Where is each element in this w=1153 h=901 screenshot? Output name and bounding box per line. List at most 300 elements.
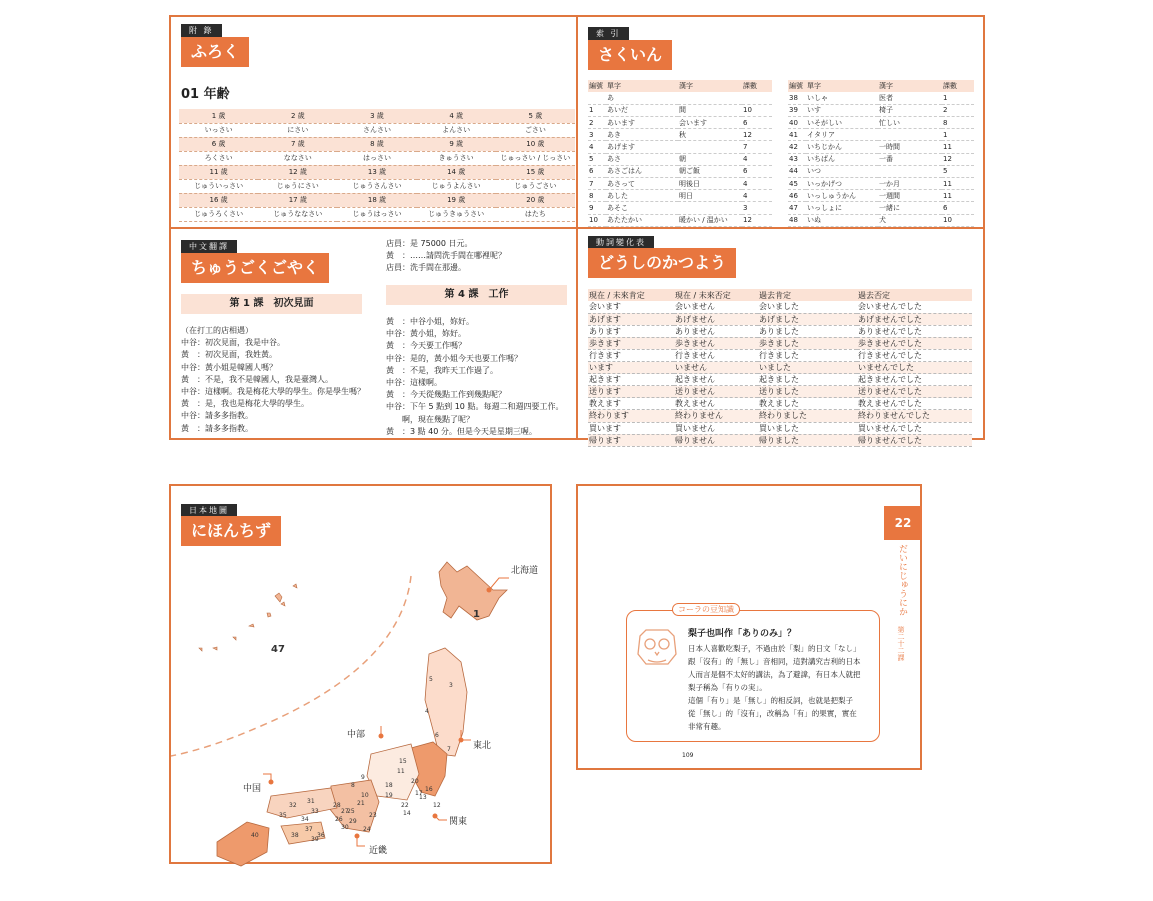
trivia-paragraph-2 [688, 694, 857, 733]
footer-page-number: 109 [682, 752, 694, 759]
index-cell: 7 [742, 141, 772, 153]
prefecture-number: 22 [401, 802, 409, 809]
verb-cell: 買いません [674, 422, 758, 434]
index-cell: あ [606, 92, 678, 104]
dialogue-line: 中谷：請多多指教。 [181, 411, 253, 421]
verb-row [588, 434, 972, 446]
map-title: にほんちず [181, 516, 281, 546]
map-tag: 日本地圖 [181, 504, 237, 517]
age-cell: 2 歲 [258, 109, 337, 123]
index-cell: いつ [806, 165, 878, 177]
verb-cell: あげません [674, 313, 758, 325]
verb-cell: 教えません [674, 398, 758, 410]
age-reading-cell: じゅうにさい [258, 179, 337, 193]
paragraph-line: 梨子稱為「有りの実」。 [688, 683, 767, 692]
age-reading-cell: よんさい [417, 123, 496, 137]
paragraph-line: 這個「有り」是「無し」的相反詞，也就是把梨子 [688, 696, 853, 705]
verb-row [588, 362, 972, 374]
index-header-cell: 課數 [742, 80, 772, 92]
index-cell: 47 [788, 202, 806, 214]
index-cell: 6 [588, 165, 606, 177]
dialogue-line: 黃 ：不是，我不是韓國人，我是臺灣人。 [181, 374, 333, 384]
age-reading-cell: ろくさい [179, 151, 258, 165]
index-cell: あいます [606, 117, 678, 129]
prefecture-number: 19 [385, 792, 393, 799]
lesson4-dialogue [386, 316, 563, 438]
index-cell: 3 [588, 129, 606, 141]
dialogue-line: 黃 ：不是，我昨天工作過了。 [386, 365, 498, 375]
okinawa-islands [199, 584, 297, 651]
prefecture-number: 17 [415, 790, 423, 797]
index-cell: あげます [606, 141, 678, 153]
chuugoku-tag: 中文翻譯 [181, 240, 237, 253]
index-cell: 4 [588, 141, 606, 153]
index-row [588, 202, 772, 214]
index-cell: いっかげつ [806, 178, 878, 190]
index-cell: 41 [788, 129, 806, 141]
index-cell: 1 [942, 129, 974, 141]
prefecture-number: 34 [301, 816, 309, 823]
index-cell: 40 [788, 117, 806, 129]
verb-cell: 帰りませんでした [857, 434, 972, 446]
verb-row [588, 313, 972, 325]
prefecture-number: 26 [335, 816, 343, 823]
verb-cell: あげました [758, 313, 857, 325]
verb-table [588, 289, 972, 447]
prefecture-number: 11 [397, 768, 405, 775]
index-header-row [588, 80, 772, 92]
age-cell: 10 歲 [496, 137, 575, 151]
index-cell: 12 [742, 129, 772, 141]
index-cell: イタリア [806, 129, 878, 141]
verb-cell: 歩きました [758, 337, 857, 349]
age-reading-row [179, 179, 575, 193]
index-row [588, 92, 772, 104]
index-cell: 3 [742, 202, 772, 214]
prefecture-number: 10 [361, 792, 369, 799]
age-header-row [179, 193, 575, 207]
age-reading-cell: にさい [258, 123, 337, 137]
dialogue-line: 中谷：下午 5 點到 10 點。每週二和週四要工作。 [386, 402, 564, 412]
index-cell: 明日 [678, 190, 742, 202]
verb-cell: 終わりました [758, 410, 857, 422]
index-cell: あした [606, 190, 678, 202]
verb-row [588, 422, 972, 434]
age-reading-cell: じゅうごさい [496, 179, 575, 193]
index-cell: 45 [788, 178, 806, 190]
doushi-title: どうしのかつよう [588, 248, 736, 278]
age-reading-row [179, 151, 575, 165]
index-cell: 11 [942, 141, 974, 153]
age-reading-cell: じゅっさい / じっさい [496, 151, 575, 165]
lesson4-intro [386, 238, 506, 275]
paragraph-line: 人而言是個不太好的講法，為了避諱，有日本人就把 [688, 670, 861, 679]
prefecture-number: 38 [291, 832, 299, 839]
index-row [788, 202, 974, 214]
verb-cell: ありませんでした [857, 325, 972, 337]
page-number-badge: 22 [884, 506, 922, 540]
index-cell [588, 92, 606, 104]
age-reading-cell: じゅうはっさい [337, 207, 416, 221]
index-cell: 9 [588, 202, 606, 214]
verb-cell: 買います [588, 422, 674, 434]
age-reading-cell: はっさい [337, 151, 416, 165]
index-cell: 8 [588, 190, 606, 202]
age-cell: 6 歲 [179, 137, 258, 151]
prefecture-number: 13 [419, 794, 427, 801]
doushi-tag: 動詞變化表 [588, 236, 654, 249]
index-cell [678, 92, 742, 104]
verb-header-row [588, 289, 972, 301]
index-cell: 2 [942, 104, 974, 116]
verb-row [588, 349, 972, 361]
dialogue-line: 中谷：是的，黃小姐今天也要工作嗎？ [386, 353, 522, 363]
index-cell: 42 [788, 141, 806, 153]
index-cell: 10 [942, 214, 974, 226]
index-cell: あそこ [606, 202, 678, 214]
side-subtitle: 第二十二課 [897, 626, 905, 661]
index-cell: 7 [588, 178, 606, 190]
map-panel [169, 484, 552, 864]
index-cell: 38 [788, 92, 806, 104]
prefecture-number: 36 [317, 832, 325, 839]
age-reading-cell: ごさい [496, 123, 575, 137]
verb-cell: 歩きません [674, 337, 758, 349]
verb-row [588, 398, 972, 410]
age-cell: 18 歲 [337, 193, 416, 207]
index-cell: 朝 [678, 153, 742, 165]
verb-cell: 会いません [674, 301, 758, 313]
age-reading-cell: じゅうよんさい [417, 179, 496, 193]
dialogue-line: 中谷：黃小姐，妳好。 [386, 329, 466, 339]
prefecture-number: 4 [425, 708, 429, 715]
index-cell: 12 [742, 214, 772, 226]
index-header-cell: 編號 [588, 80, 606, 92]
age-cell: 16 歲 [179, 193, 258, 207]
age-reading-row [179, 123, 575, 137]
verb-cell: 歩きます [588, 337, 674, 349]
index-cell: 忙しい [878, 117, 942, 129]
prefecture-number: 16 [425, 786, 433, 793]
dialogue-line: 店員：是 75000 日元。 [386, 239, 473, 248]
verb-cell: 教えます [588, 398, 674, 410]
verb-cell: 帰りました [758, 434, 857, 446]
age-cell: 11 歲 [179, 165, 258, 179]
prefecture-number: 27 [341, 808, 349, 815]
index-header-cell: 單字 [606, 80, 678, 92]
index-cell: 一番 [878, 153, 942, 165]
prefecture-number: 18 [385, 782, 393, 789]
column-panel [576, 484, 922, 770]
lesson1-heading: 第 1 課 初次見面 [181, 294, 362, 314]
verb-cell: あります [588, 325, 674, 337]
verb-cell: 教えませんでした [857, 398, 972, 410]
verb-cell: あげませんでした [857, 313, 972, 325]
age-cell: 5 歲 [496, 109, 575, 123]
index-row [788, 141, 974, 153]
index-cell [878, 129, 942, 141]
paragraph-line: 日本人喜歡吃梨子，不過由於「梨」的日文「なし」 [688, 644, 861, 653]
age-reading-cell: じゅうさんさい [337, 179, 416, 193]
age-header-row [179, 109, 575, 123]
prefecture-number: 40 [251, 832, 259, 839]
index-row [788, 129, 974, 141]
age-reading-cell: じゅうななさい [258, 207, 337, 221]
region-label-kanto: 関東 [449, 817, 468, 827]
prefecture-number: 8 [351, 782, 355, 789]
age-reading-cell: じゅういっさい [179, 179, 258, 193]
index-cell: いっしゅうかん [806, 190, 878, 202]
verb-cell: いません [674, 362, 758, 374]
index-row [788, 92, 974, 104]
index-cell: 39 [788, 104, 806, 116]
prefecture-number: 30 [341, 824, 349, 831]
japan-map [171, 486, 554, 866]
prefecture-number: 25 [347, 808, 355, 815]
index-header-cell: 編號 [788, 80, 806, 92]
age-reading-cell: ななさい [258, 151, 337, 165]
verb-cell: 終わりません [674, 410, 758, 422]
index-cell: いす [806, 104, 878, 116]
verb-cell: 終わりませんでした [857, 410, 972, 422]
verb-cell: 会いませんでした [857, 301, 972, 313]
index-cell: 44 [788, 165, 806, 177]
prefecture-number: 39 [311, 836, 319, 843]
age-section-title: 01 年齢 [181, 87, 230, 102]
verb-header-cell: 現在 / 未來否定 [674, 289, 758, 301]
paragraph-line: 非常有趣。 [688, 722, 726, 731]
dialogue-line: 中谷：初次見面，我是中谷。 [181, 338, 285, 348]
index-cell: 48 [788, 214, 806, 226]
kyushu-shape [217, 822, 269, 866]
verb-cell: 買いました [758, 422, 857, 434]
prefecture-number: 47 [271, 644, 285, 655]
index-cell: あさって [606, 178, 678, 190]
prefecture-number: 3 [449, 682, 453, 689]
trivia-label: コーラの豆知識 [672, 603, 740, 616]
age-reading-cell: じゅうろくさい [179, 207, 258, 221]
index-cell: 一週間 [878, 190, 942, 202]
verb-row [588, 325, 972, 337]
verb-header-cell: 現在 / 未來肯定 [588, 289, 674, 301]
side-title: だいにじゅうにか [897, 544, 907, 616]
verb-cell: いました [758, 362, 857, 374]
index-cell: いそがしい [806, 117, 878, 129]
index-row [788, 190, 974, 202]
verb-cell: 送りませんでした [857, 386, 972, 398]
index-cell: 46 [788, 190, 806, 202]
index-cell: 43 [788, 153, 806, 165]
age-reading-cell: はたち [496, 207, 575, 221]
index-cell: 2 [588, 117, 606, 129]
verb-header-cell: 過去否定 [857, 289, 972, 301]
index-cell: 5 [942, 165, 974, 177]
verb-cell: 行きません [674, 349, 758, 361]
owl-icon [634, 626, 680, 670]
age-cell: 8 歲 [337, 137, 416, 151]
index-cell [678, 141, 742, 153]
index-cell: あたたかい [606, 214, 678, 226]
index-cell [678, 202, 742, 214]
index-cell: 椅子 [878, 104, 942, 116]
age-cell: 15 歲 [496, 165, 575, 179]
index-header-cell: 漢字 [878, 80, 942, 92]
age-cell: 12 歲 [258, 165, 337, 179]
verb-cell: 起きませんでした [857, 374, 972, 386]
prefecture-number: 29 [349, 818, 357, 825]
index-row [588, 104, 772, 116]
index-header-cell: 課數 [942, 80, 974, 92]
age-cell: 3 歲 [337, 109, 416, 123]
index-row [588, 165, 772, 177]
index-header-row [788, 80, 974, 92]
verb-cell: 起きました [758, 374, 857, 386]
index-cell: 秋 [678, 129, 742, 141]
age-cell: 14 歲 [417, 165, 496, 179]
verb-cell: 行きます [588, 349, 674, 361]
verb-cell: 行きませんでした [857, 349, 972, 361]
age-cell: 17 歲 [258, 193, 337, 207]
index-cell: 4 [742, 190, 772, 202]
index-row [788, 178, 974, 190]
index-cell: あき [606, 129, 678, 141]
dialogue-line: 黃 ：3 點 40 分。但是今天是星期三喔。 [386, 426, 537, 436]
index-header-cell: 漢字 [678, 80, 742, 92]
prefecture-number: 6 [435, 732, 439, 739]
index-table-left [588, 80, 772, 227]
index-cell: 10 [742, 104, 772, 116]
verb-cell: 買いませんでした [857, 422, 972, 434]
verb-row [588, 374, 972, 386]
chuugoku-title: ちゅうごくごやく [181, 253, 329, 283]
age-reading-cell: きゅうさい [417, 151, 496, 165]
verb-cell: ありません [674, 325, 758, 337]
index-table-right [788, 80, 974, 227]
dialogue-line: 中谷：黃小姐是韓國人嗎？ [181, 362, 277, 372]
furoku-title: ふろく [181, 37, 249, 67]
lesson4-heading: 第 4 課 工作 [386, 285, 567, 305]
sakuin-panel [576, 15, 985, 229]
dialogue-line: 中谷：這樣啊。我是梅花大學的學生。你是學生嗎？ [181, 387, 365, 397]
index-row [588, 141, 772, 153]
index-row [588, 117, 772, 129]
age-cell: 1 歲 [179, 109, 258, 123]
verb-cell: 帰りません [674, 434, 758, 446]
verb-row [588, 386, 972, 398]
dialogue-line: 黃 ：今天要工作嗎？ [386, 341, 466, 351]
index-row [588, 214, 772, 226]
chugoku-shape [267, 788, 337, 818]
index-cell [878, 165, 942, 177]
index-cell: 会います [678, 117, 742, 129]
verb-cell: 送りました [758, 386, 857, 398]
index-cell: あさ [606, 153, 678, 165]
dialogue-line: 黃 ：今天從幾點工作到幾點呢？ [386, 390, 506, 400]
age-header-row [179, 165, 575, 179]
age-cell: 4 歲 [417, 109, 496, 123]
prefecture-number: 32 [289, 802, 297, 809]
index-cell: 12 [942, 153, 974, 165]
index-cell: 暖かい / 温かい [678, 214, 742, 226]
age-header-row [179, 137, 575, 151]
prefecture-number: 23 [369, 812, 377, 819]
region-label-chubu: 中部 [347, 730, 366, 740]
index-row [788, 165, 974, 177]
dialogue-line: （在打工的店相遇） [181, 326, 253, 335]
verb-header-cell: 過去肯定 [758, 289, 857, 301]
verb-cell: 送りません [674, 386, 758, 398]
index-header-cell: 單字 [806, 80, 878, 92]
prefecture-number: 21 [357, 800, 365, 807]
paragraph-line: 從「無し」的「沒有」，改稱為「有」的果實，實在 [688, 709, 857, 718]
index-cell: 間 [678, 104, 742, 116]
verb-cell: 帰ります [588, 434, 674, 446]
prefecture-number: 31 [307, 798, 315, 805]
verb-cell: 起きます [588, 374, 674, 386]
age-reading-cell: いっさい [179, 123, 258, 137]
prefecture-number: 5 [429, 676, 433, 683]
index-cell: いぬ [806, 214, 878, 226]
age-reading-cell: さんさい [337, 123, 416, 137]
index-row [788, 117, 974, 129]
index-cell: 11 [942, 178, 974, 190]
sakuin-tag: 索 引 [588, 27, 629, 40]
lesson1-dialogue [181, 325, 365, 435]
index-cell: 5 [588, 153, 606, 165]
age-reading-row [179, 207, 575, 221]
index-cell: 医者 [878, 92, 942, 104]
index-cell: 犬 [878, 214, 942, 226]
verb-cell: あげます [588, 313, 674, 325]
index-cell [742, 92, 772, 104]
index-row [788, 104, 974, 116]
age-cell: 7 歲 [258, 137, 337, 151]
dialogue-line: 黃 ：請多多指教。 [181, 423, 253, 433]
index-row [788, 153, 974, 165]
prefecture-number: 33 [311, 808, 319, 815]
prefecture-number: 14 [403, 810, 411, 817]
verb-cell: 起きません [674, 374, 758, 386]
index-cell: 11 [942, 190, 974, 202]
verb-cell: 終わります [588, 410, 674, 422]
prefecture-number: 24 [363, 826, 371, 833]
index-cell: 8 [942, 117, 974, 129]
verb-cell: 会います [588, 301, 674, 313]
region-label-tohoku: 東北 [473, 741, 492, 751]
index-cell: あさごはん [606, 165, 678, 177]
verb-row [588, 337, 972, 349]
index-cell: 一時間 [878, 141, 942, 153]
index-cell: 1 [942, 92, 974, 104]
verb-cell: ありました [758, 325, 857, 337]
prefecture-number: 1 [473, 609, 480, 620]
index-cell: いちじかん [806, 141, 878, 153]
index-cell: 10 [588, 214, 606, 226]
prefecture-number: 37 [305, 826, 313, 833]
dialogue-line: 黃 ：初次見面，我姓黃。 [181, 350, 277, 360]
index-cell: いちばん [806, 153, 878, 165]
index-row [588, 129, 772, 141]
age-cell: 9 歲 [417, 137, 496, 151]
verb-cell: 行きました [758, 349, 857, 361]
index-cell: あいだ [606, 104, 678, 116]
prefecture-number: 12 [433, 802, 441, 809]
verb-cell: いませんでした [857, 362, 972, 374]
chuugoku-panel [169, 227, 578, 440]
index-cell: いしゃ [806, 92, 878, 104]
index-row [588, 153, 772, 165]
dialogue-line: 黃 ：……請問洗手間在哪裡呢？ [386, 251, 506, 261]
